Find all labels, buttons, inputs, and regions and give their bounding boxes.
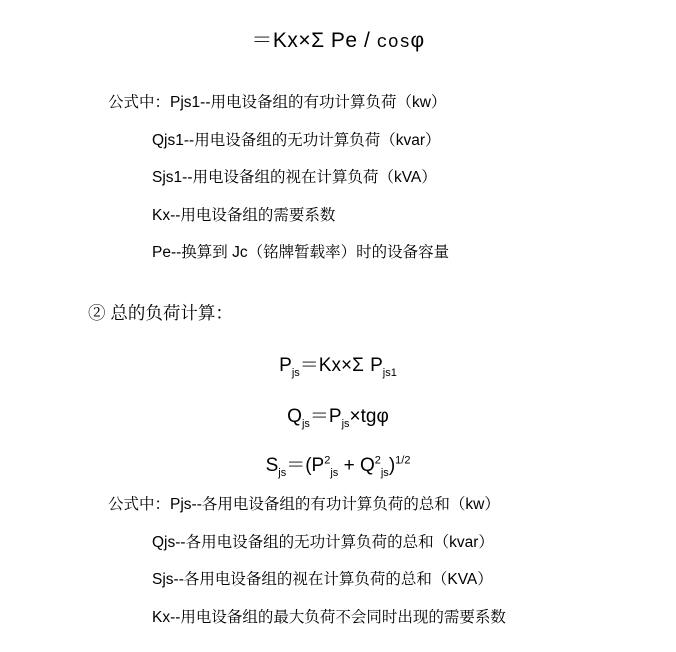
phi-symbol: φ: [410, 29, 425, 52]
formula-qjs-eq: ＝P: [309, 406, 342, 427]
top-formula-middle: Pe /: [324, 29, 377, 52]
definition-text: Kx--用电设备组的需要系数: [152, 206, 336, 224]
sigma-symbol: Σ: [352, 355, 364, 376]
definitions-block-1: [0, 95, 676, 283]
formula-pjs: [0, 350, 676, 379]
formula-qjs-midsub: js: [341, 417, 350, 430]
formula-pjs-eq: ＝Kx×: [299, 355, 353, 376]
definition-text: Pe--换算到 Jc（铭牌暂载率）时的设备容量: [152, 244, 450, 261]
definition-line: [0, 245, 676, 261]
definition-line: [0, 208, 676, 224]
definition-text: Pjs--各用电设备组的有功计算负荷的总和（kw）: [170, 496, 500, 513]
definition-line: [0, 95, 676, 111]
formula-sjs-eq: ＝(P: [286, 455, 325, 476]
definition-text: Kx--用电设备组的最大负荷不会同时出现的需要系数: [152, 608, 506, 626]
definitions-block-2: [0, 497, 676, 647]
formula-pjs-right: $P_{js1}$: [370, 355, 397, 379]
section-heading: ② 总的负荷计算：: [88, 303, 233, 323]
definition-text: Sjs1--用电设备组的视在计算负荷（kVA）: [152, 169, 437, 186]
formula-qjs: [0, 401, 676, 430]
definition-line: [0, 170, 676, 186]
definition-text: Pjs1--用电设备组的有功计算负荷（kw）: [170, 94, 447, 111]
definition-line: [0, 133, 676, 149]
formula-sjs: [0, 450, 676, 479]
top-formula-prefix: ＝Kx×: [251, 29, 312, 52]
formula-sjs-sub1: js: [330, 466, 339, 479]
formula-sjs-exponent: 1/2: [395, 454, 411, 467]
formula-pjs-left: $P_{js}$: [279, 355, 300, 379]
formula-sjs-left: $S_{js}$: [265, 455, 287, 479]
definition-line: [0, 572, 676, 588]
formula-sjs-close: ): [388, 455, 396, 476]
formula-sjs-sup2: 2: [374, 454, 381, 467]
formula-qjs-left: $Q_{js}$: [287, 406, 310, 430]
formula-sjs-plus: + Q: [338, 455, 375, 476]
sigma-symbol: Σ: [311, 29, 325, 52]
top-formula: [0, 24, 676, 54]
definition-text: Qjs1--用电设备组的无功计算负荷（kvar）: [152, 131, 441, 149]
formula-legend-label-2: 公式中：: [108, 496, 171, 513]
cos-label: cos: [376, 33, 411, 53]
definition-line: [0, 497, 676, 513]
formula-sjs-sup1: 2: [324, 454, 331, 467]
definition-line: [0, 610, 676, 626]
definition-text: Sjs--各用电设备组的视在计算负荷的总和（KVA）: [152, 571, 493, 588]
formula-qjs-tail: ×tgφ: [349, 406, 389, 427]
formula-sjs-sub2: js: [380, 466, 389, 479]
formula-legend-label-1: 公式中：: [108, 94, 171, 111]
definition-line: [0, 535, 676, 551]
definition-text: Qjs--各用电设备组的无功计算负荷的总和（kvar）: [152, 533, 494, 551]
